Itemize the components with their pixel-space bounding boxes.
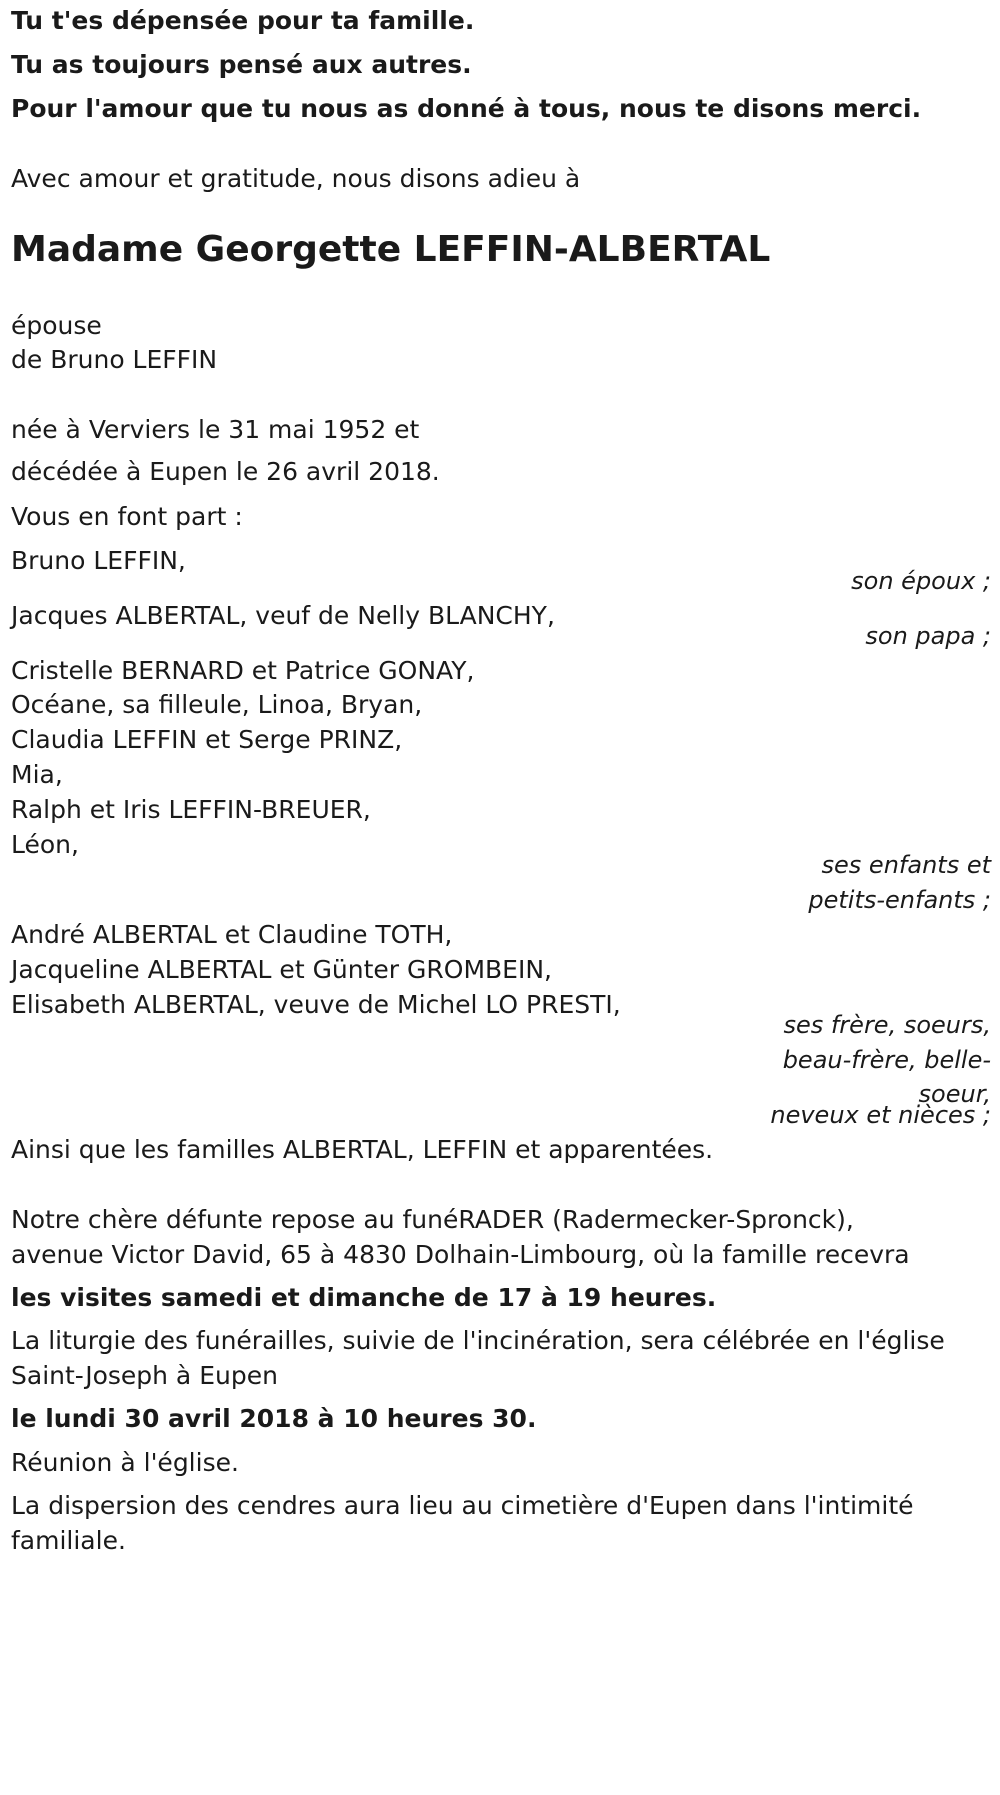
announce-text: Vous en font part : <box>11 502 243 531</box>
farewell-text: Avec amour et gratitude, nous disons adieu à <box>11 164 581 193</box>
visitation-hours: les visites samedi et dimanche de 17 à 19 heures. <box>11 1283 717 1312</box>
child-line: Claudia LEFFIN et Serge PRINZ, <box>11 725 403 754</box>
spouse-line-1: épouse <box>11 311 102 340</box>
children-role-line: ses enfants et <box>821 851 991 879</box>
ashes-line-2: familiale. <box>11 1526 126 1555</box>
father-name: Jacques ALBERTAL, veuf de Nelly BLANCHY, <box>11 601 555 630</box>
child-line: Mia, <box>11 760 63 789</box>
children-role-line: petits-enfants ; <box>808 886 991 914</box>
other-families: Ainsi que les familles ALBERTAL, LEFFIN et apparentées. <box>11 1135 714 1164</box>
sibling-line: Elisabeth ALBERTAL, veuve de Michel LO PRESTI, <box>11 990 621 1019</box>
sibling-line: André ALBERTAL et Claudine TOTH, <box>11 920 453 949</box>
spouse-line-2: de Bruno LEFFIN <box>11 345 218 374</box>
intro-line-3: Pour l'amour que tu nous as donné à tous, nous te disons merci. <box>11 94 922 123</box>
child-line: Océane, sa filleule, Linoa, Bryan, <box>11 690 423 719</box>
child-line: Léon, <box>11 830 79 859</box>
siblings-role-line: ses frère, soeurs, <box>783 1011 991 1039</box>
father-role: son papa ; <box>865 622 991 650</box>
child-line: Ralph et Iris LEFFIN-BREUER, <box>11 795 371 824</box>
child-line: Cristelle BERNARD et Patrice GONAY, <box>11 656 475 685</box>
visitation-line-2: avenue Victor David, 65 à 4830 Dolhain-Limbourg, où la famille recevra <box>11 1240 910 1269</box>
ashes-line-1: La dispersion des cendres aura lieu au cimetière d'Eupen dans l'intimité <box>11 1491 914 1520</box>
husband-name: Bruno LEFFIN, <box>11 546 186 575</box>
siblings-role-line: beau-frère, belle- <box>782 1046 991 1074</box>
sibling-line: Jacqueline ALBERTAL et Günter GROMBEIN, <box>11 955 552 984</box>
liturgy-line-1: La liturgie des funérailles, suivie de l'incinération, sera célébrée en l'église <box>11 1326 945 1355</box>
deceased-name: Madame Georgette LEFFIN-ALBERTAL <box>11 229 771 270</box>
intro-line-2: Tu as toujours pensé aux autres. <box>11 50 472 79</box>
husband-role: son époux ; <box>851 567 991 595</box>
visitation-line-1: Notre chère défunte repose au funéRADER (Radermecker-Spronck), <box>11 1205 854 1234</box>
liturgy-line-2: Saint-Joseph à Eupen <box>11 1361 278 1390</box>
liturgy-date: le lundi 30 avril 2018 à 10 heures 30. <box>11 1404 537 1433</box>
birth-text: née à Verviers le 31 mai 1952 et <box>11 415 420 444</box>
siblings-role-line: neveux et nièces ; <box>770 1101 991 1129</box>
siblings-role-line: soeur, <box>918 1080 991 1108</box>
meeting-text: Réunion à l'église. <box>11 1448 239 1477</box>
death-text: décédée à Eupen le 26 avril 2018. <box>11 457 440 486</box>
intro-line-1: Tu t'es dépensée pour ta famille. <box>11 6 475 35</box>
